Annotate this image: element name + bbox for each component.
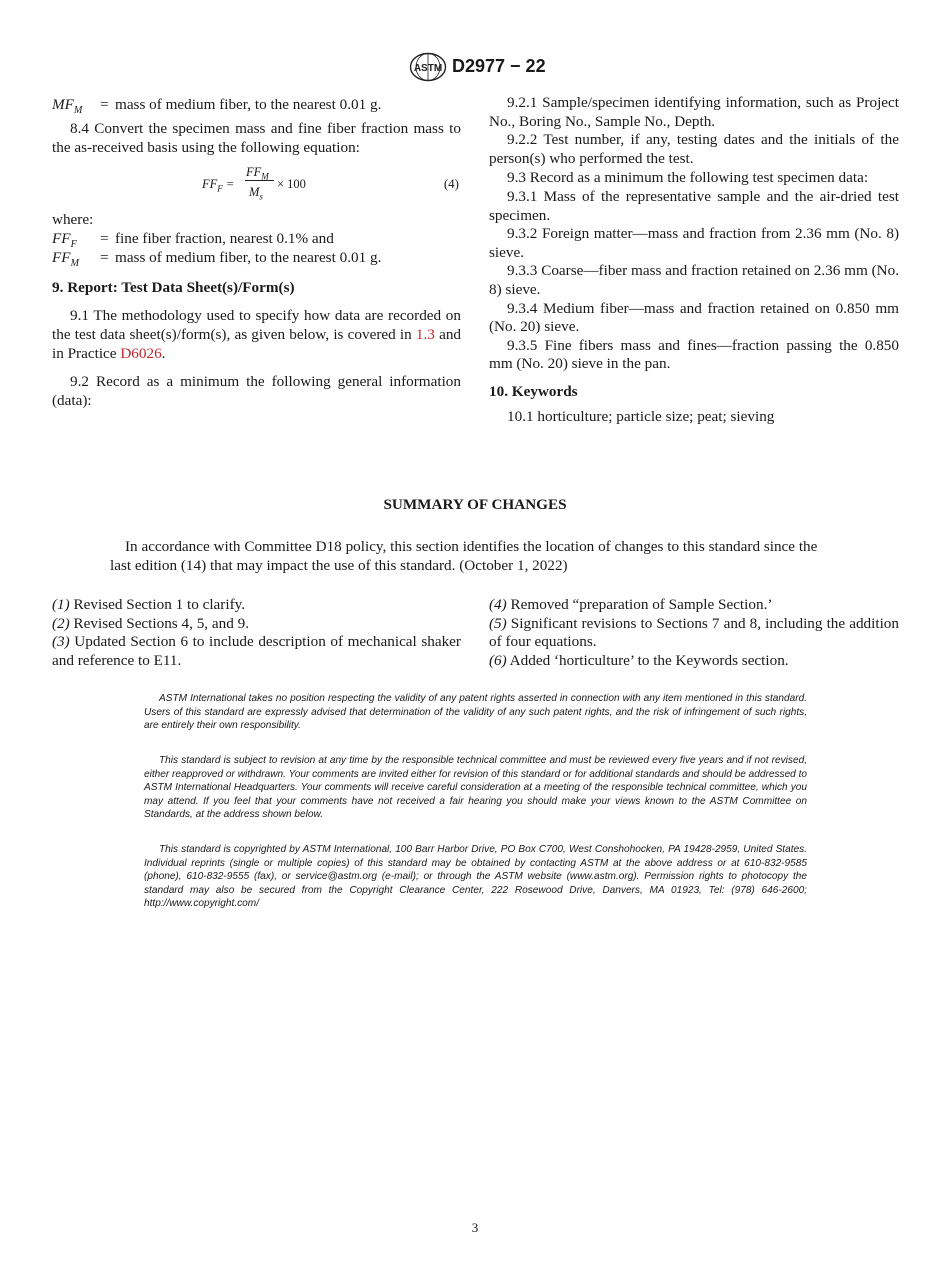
change-item: (4) Removed “preparation of Sample Section.’ bbox=[489, 596, 773, 613]
paragraph-9-2-2: 9.2.2 Test number, if any, testing dates and the initials of the person(s) who performed the test. bbox=[489, 131, 899, 167]
link-d6026[interactable]: D6026 bbox=[120, 344, 162, 362]
right-column bbox=[489, 94, 899, 426]
equation-number: (4) bbox=[443, 176, 459, 192]
change-item: (1) Revised Section 1 to clarify. bbox=[52, 596, 246, 613]
legal-notice-copyright: This standard is copyrighted by ASTM International, 100 Barr Harbor Drive, PO Box C700, West Conshohocken, PA 19428-2959, United States. Individual reprints (single or multiple copies) of this standard may be obtained by contacting ASTM at the above address or at 610-832-9585 (phone), 610-832-9555 (fax), or service@astm.org (e-mail); or through the ASTM website (www.astm.org). Permission rights to photocopy the standard may also be secured from the Copyright Clearance Center, 222 Rosewood Drive, Danvers, MA 01923, Tel: (978) 646-2600; http://www.copyright.com/ bbox=[144, 844, 807, 910]
paragraph-9-3: 9.3 Record as a minimum the following test specimen data: bbox=[507, 169, 869, 187]
link-1-3[interactable]: 1.3 bbox=[415, 325, 435, 343]
variable-definition: $FF_F$ = fine fiber fraction, nearest 0.1% and bbox=[52, 229, 334, 250]
paragraph-9-3-2: 9.3.2 Foreign matter—mass and fraction from 2.36 mm (No. 8) sieve. bbox=[489, 225, 899, 261]
paragraph-9-3-3: 9.3.3 Coarse—fiber mass and fraction retained on 2.36 mm (No. 8) sieve. bbox=[489, 262, 899, 298]
changes-right bbox=[489, 596, 899, 670]
page-header bbox=[0, 50, 950, 84]
variable-definition: $MF_M$ = mass of medium fiber, to the nearest 0.01 g. bbox=[52, 96, 382, 117]
document-id: D2977 − 22 bbox=[452, 56, 546, 76]
page-number: 3 bbox=[471, 1220, 479, 1235]
left-column bbox=[52, 96, 461, 410]
astm-logo-icon bbox=[409, 52, 447, 82]
paragraph-9-2: 9.2 Record as a minimum the following general information (data): bbox=[52, 373, 461, 409]
where-label: where: bbox=[52, 211, 94, 229]
variable-definition: $FF_M$ = mass of medium fiber, to the nearest 0.01 g. bbox=[52, 248, 382, 269]
change-item: (3) Updated Section 6 to include description of mechanical shaker and reference to E11. bbox=[52, 633, 461, 669]
section-9-heading: 9. Report: Test Data Sheet(s)/Form(s) bbox=[52, 278, 295, 296]
equation-4: $FF_F$ = $FF_M$ $M_s$ × 100 (4) bbox=[202, 165, 459, 202]
paragraph-9-1: 9.1 The methodology used to specify how data are recorded on the test data sheet(s)/form(s), as given below, is covered in 1.3 and in Practice D6026. bbox=[52, 307, 462, 362]
paragraph-10-1: 10.1 horticulture; particle size; peat; sieving bbox=[507, 407, 775, 425]
paragraph-9-3-1: 9.3.1 Mass of the representative sample and the air-dried test specimen. bbox=[489, 187, 899, 224]
change-item: (5) Significant revisions to Sections 7 and 8, including the addition of four equations. bbox=[489, 614, 899, 651]
legal-notice-revision: This standard is subject to revision at any time by the responsible technical committee and must be reviewed every five years and if not revised, either reapproved or withdrawn. Your comments are invited either for revision of this standard or for additional standards and should be addressed to ASTM International Headquarters. Your comments will receive careful consideration at a meeting of the responsible technical committee, which you may attend. If you feel that your comments have not received a fair hearing you should make your views known to the ASTM Committee on Standards, at the address shown below. bbox=[144, 755, 808, 821]
paragraph-9-2-1: 9.2.1 Sample/specimen identifying information, such as Project No., Boring No., Sample No., Depth. bbox=[489, 94, 899, 130]
section-10-heading: 10. Keywords bbox=[489, 382, 578, 400]
paragraph-8-4: 8.4 Convert the specimen mass and fine fiber fraction mass to the as-received basis using the following equation: bbox=[52, 120, 461, 156]
legal-notice-patent: ASTM International takes no position respecting the validity of any patent rights asserted in connection with any item mentioned in this standard. Users of this standard are expressly advised that determination of the validity of any such patent rights, and the risk of infringement of such rights, are entirely their own responsibility. bbox=[144, 693, 807, 732]
summary-intro: In accordance with Committee D18 policy, this section identifies the location of changes to this standard since the last edition (14) that may impact the use of this standard. (October 1, 2022) bbox=[110, 538, 818, 574]
paragraph-9-3-4: 9.3.4 Medium fiber—mass and fraction retained on 0.850 mm (No. 20) sieve. bbox=[489, 299, 899, 336]
changes-left bbox=[52, 596, 461, 670]
change-item: (2) Revised Sections 4, 5, and 9. bbox=[52, 614, 249, 632]
paragraph-9-3-5: 9.3.5 Fine fibers mass and fines—fraction passing the 0.850 mm (No. 20) sieve in the pan. bbox=[489, 336, 899, 373]
summary-title: SUMMARY OF CHANGES bbox=[383, 496, 567, 513]
svg-text:ASTM: ASTM bbox=[413, 63, 443, 74]
change-item: (6) Added ‘horticulture’ to the Keywords section. bbox=[489, 651, 789, 669]
